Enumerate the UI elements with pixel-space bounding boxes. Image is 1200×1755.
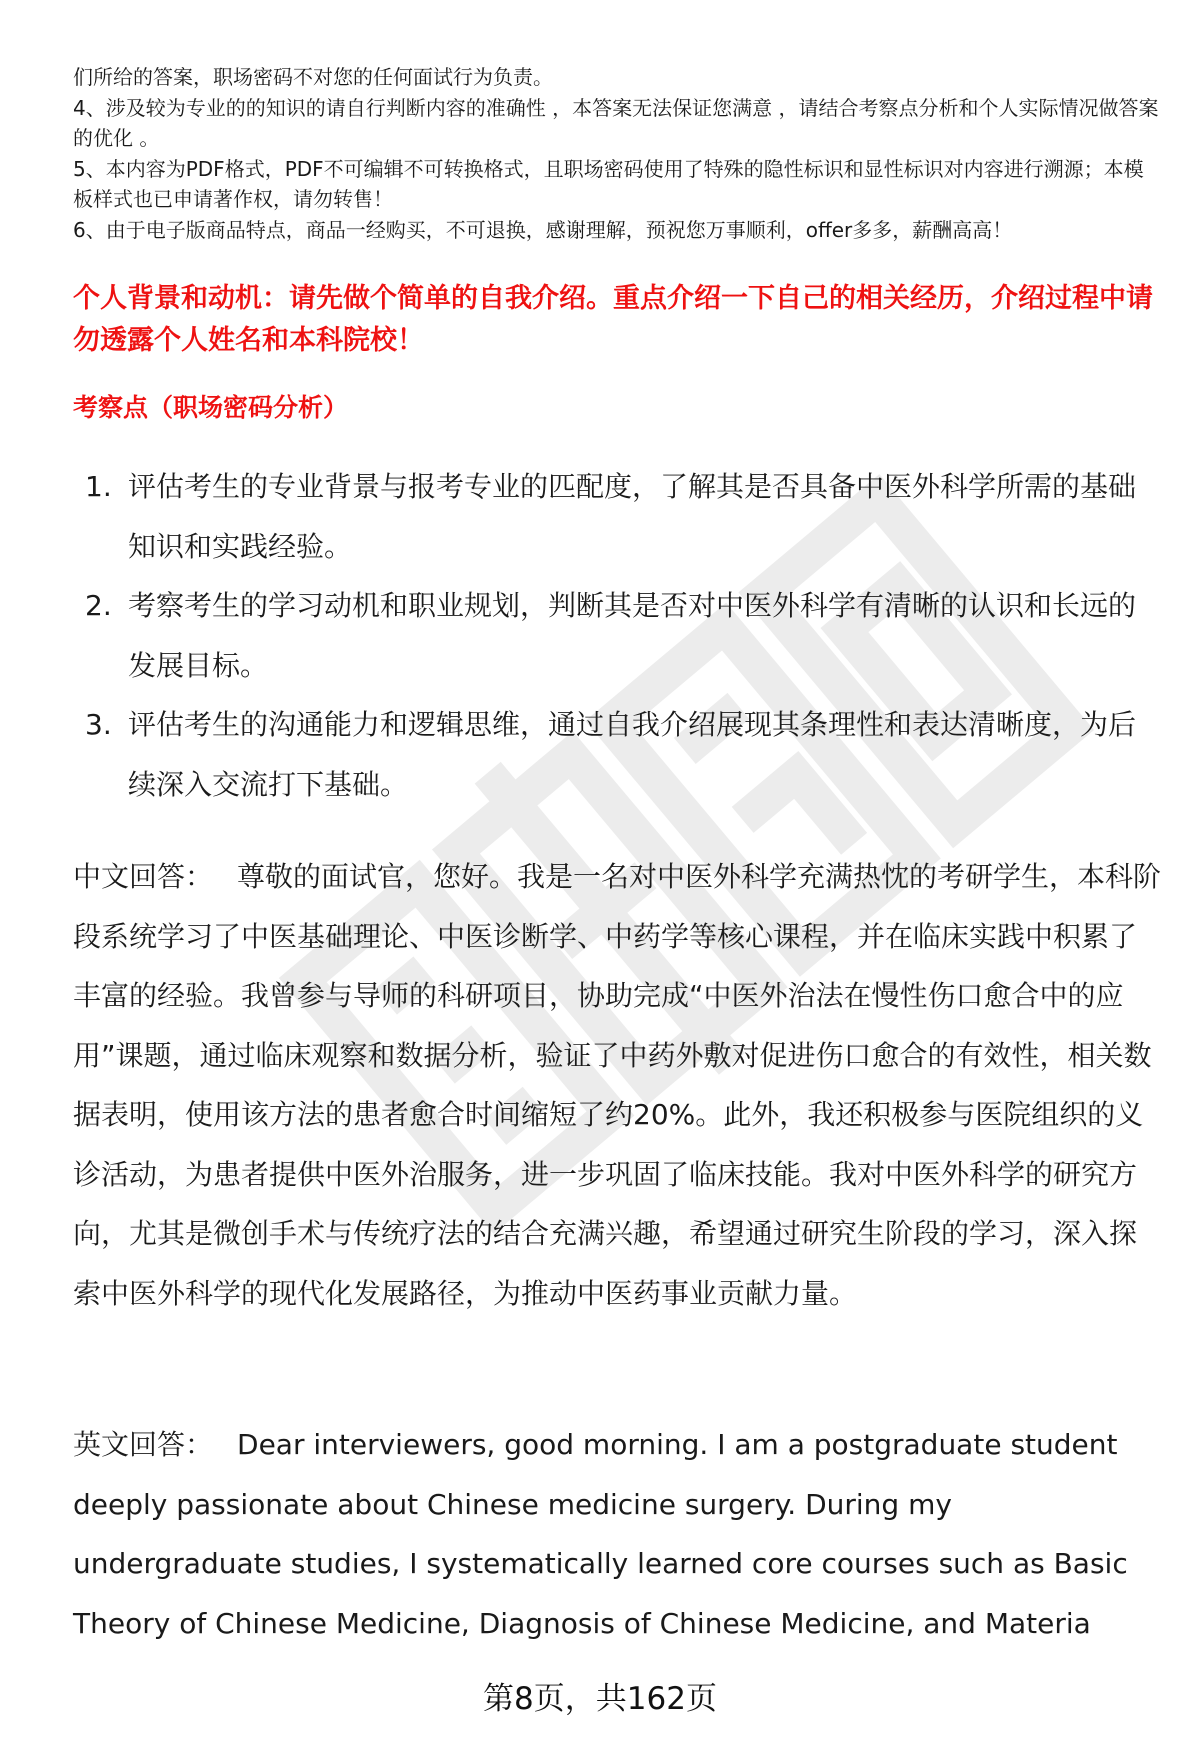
list-item	[73, 576, 1163, 695]
english-answer	[73, 1415, 1163, 1653]
chinese-answer	[73, 847, 1163, 1323]
list-item-text: 考察考生的学习动机和职业规划，判断其是否对中医外科学有清晰的认识和长远的发展目标。	[128, 589, 1137, 682]
assessment-points-list	[73, 457, 1163, 814]
list-item-number: 2.	[85, 589, 112, 622]
list-item	[73, 695, 1163, 814]
interview-question: 个人背景和动机：请先做个简单的自我介绍。重点介绍一下自己的相关经历，介绍过程中请勿透露个人姓名和本科院校！	[73, 283, 1153, 356]
disclaimer-line: 6、由于电子版商品特点，商品一经购买，不可退换，感谢理解，预祝您万事顺利，offer多多，薪酬高高！	[73, 217, 1013, 242]
disclaimer-line: 4、涉及较为专业的的知识的请自行判断内容的准确性 ，本答案无法保证您满意 ，请结合考察点分析和个人实际情况做答案的优化 。	[73, 95, 1159, 150]
disclaimer-notes	[73, 62, 1163, 245]
chinese-answer-label: 中文回答：	[73, 860, 214, 893]
list-item-number: 3.	[85, 708, 112, 741]
page-number: 第8页，共162页	[483, 1681, 717, 1717]
english-answer-text: Dear interviewers, good morning. I am a postgraduate student deeply passionate about Chinese medicine surgery. During my undergraduate studies, I systematically learned core courses such as Basic Theory of Chinese Medicine, Diagnosis of Chinese Medicine, and Materia	[73, 1428, 1128, 1640]
english-answer-label: 英文回答：	[73, 1428, 214, 1461]
disclaimer-line: 5、本内容为PDF格式，PDF不可编辑不可转换格式，且职场密码使用了特殊的隐性标识和显性标识对内容进行溯源；本模板样式也已申请著作权，请勿转售！	[73, 156, 1144, 211]
chinese-answer-text: 尊敬的面试官，您好。我是一名对中医外科学充满热忱的考研学生，本科阶段系统学习了中医基础理论、中医诊断学、中药学等核心课程，并在临床实践中积累了丰富的经验。我曾参与导师的科研项目，协助完成“中医外治法在慢性伤口愈合中的应用”课题，通过临床观察和数据分析，验证了中药外敷对促进伤口愈合的有效性，相关数据表明，使用该方法的患者愈合时间缩短了约20%。此外，我还积极参与医院组织的义诊活动，为患者提供中医外治服务，进一步巩固了临床技能。我对中医外科学的研究方向，尤其是微创手术与传统疗法的结合充满兴趣，希望通过研究生阶段的学习，深入探索中医外科学的现代化发展路径，为推动中医药事业贡献力量。	[73, 860, 1162, 1310]
disclaimer-line: 们所给的答案，职场密码不对您的任何面试行为负责。	[73, 65, 553, 89]
list-item-text: 评估考生的专业背景与报考专业的匹配度，了解其是否具备中医外科学所需的基础知识和实践经验。	[128, 470, 1137, 563]
list-item-text: 评估考生的沟通能力和逻辑思维，通过自我介绍展现其条理性和表达清晰度，为后续深入交流打下基础。	[128, 708, 1137, 801]
section-title: 考察点（职场密码分析）	[73, 393, 349, 422]
list-item-number: 1.	[85, 470, 112, 503]
list-item	[73, 457, 1163, 576]
